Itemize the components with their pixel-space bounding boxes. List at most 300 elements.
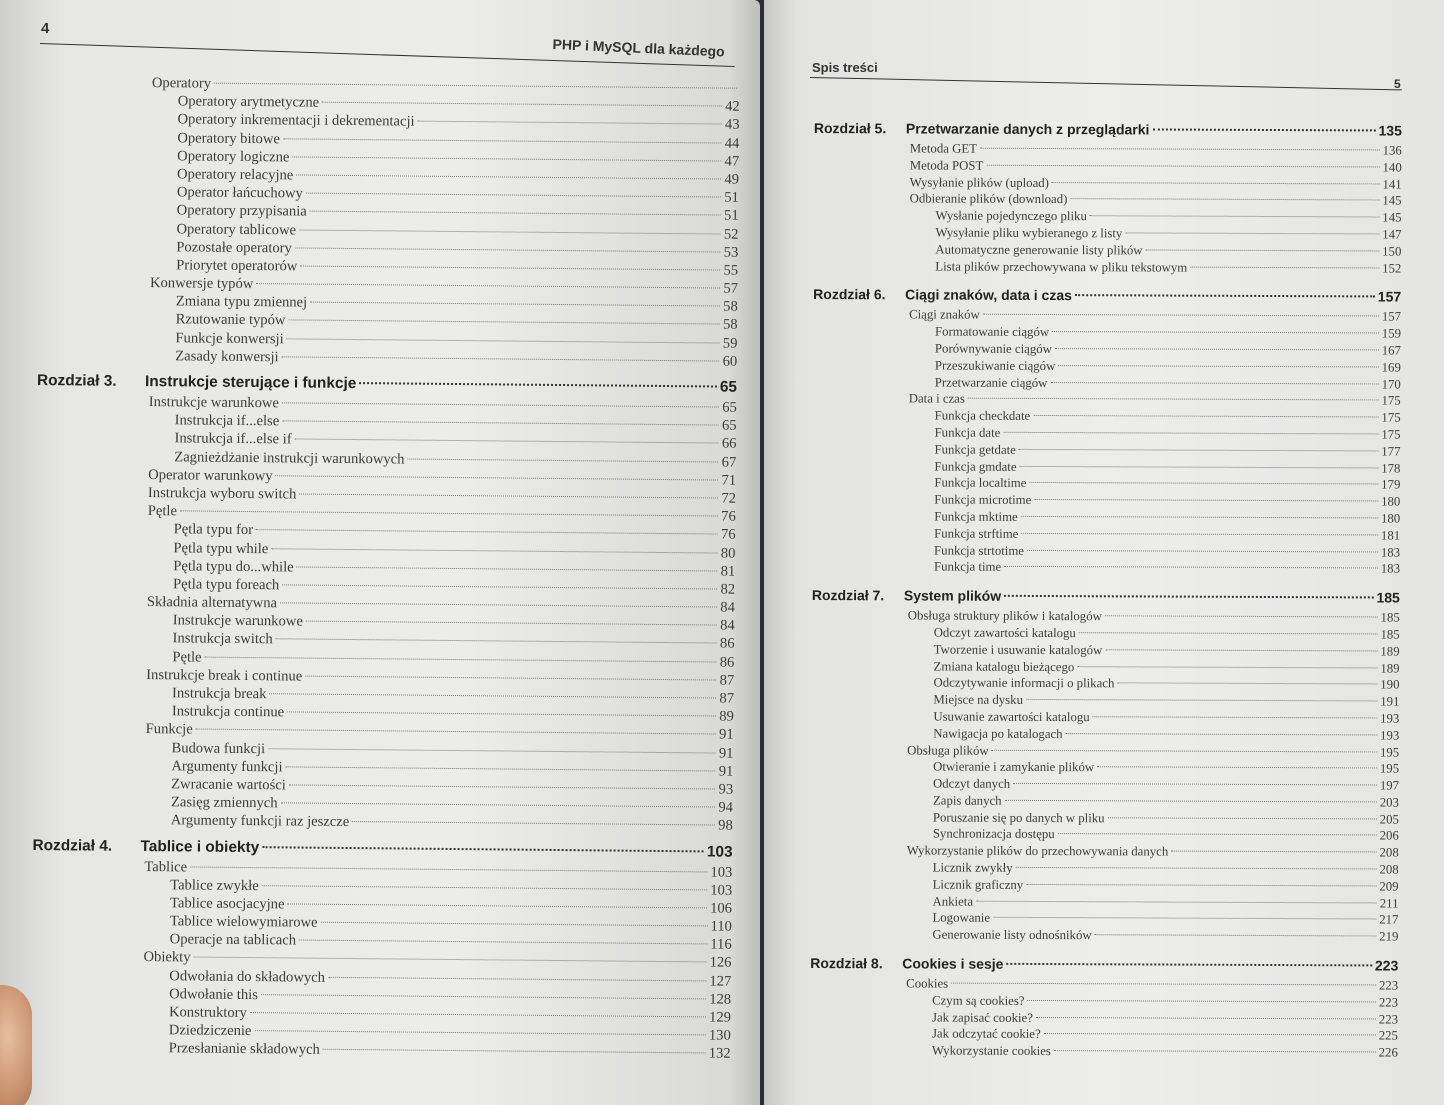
toc-entry-title: Pętla typu foreach: [173, 576, 280, 594]
toc-entry-page: 145: [1382, 193, 1402, 208]
toc-entry-title: Czym są cookies?: [932, 993, 1025, 1008]
toc-entry-title: Operatory przypisania: [176, 202, 307, 220]
toc-entry-page: 51: [723, 207, 739, 225]
toc-entry-page: 193: [1380, 711, 1400, 726]
dot-leader: [1125, 232, 1379, 234]
toc-entry-title: Metoda GET: [909, 141, 978, 156]
dot-leader: [983, 314, 1379, 317]
toc-entry-page: 93: [718, 781, 734, 798]
toc-entry-title: Otwieranie i zamykanie plików: [933, 759, 1095, 775]
toc-entry-page: 152: [1382, 261, 1402, 276]
toc-entry-title: Pętla typu while: [173, 539, 269, 557]
toc-entry-page: 157: [1381, 309, 1402, 324]
toc-entry-page: 197: [1379, 778, 1400, 793]
dot-leader: [288, 320, 720, 325]
toc-entry-page: 223: [1378, 1012, 1399, 1027]
dot-leader: [1005, 800, 1377, 803]
toc-entry-title: Wysyłanie plików (upload): [909, 175, 1049, 190]
toc-entry-title: Usuwanie zawartości katalogu: [933, 709, 1090, 725]
toc-entry-page: 170: [1381, 377, 1401, 392]
toc-entry-title: Argumenty funkcji: [171, 758, 283, 776]
toc-entry-title: Obiekty: [143, 949, 191, 966]
toc-entry-page: 177: [1381, 444, 1401, 459]
toc-entry-page: 44: [724, 135, 740, 152]
toc-entry-title: Wysyłanie pliku wybieranego z listy: [935, 225, 1123, 241]
toc-entry-page: 157: [1377, 288, 1402, 305]
dot-leader: [281, 802, 716, 807]
toc-entry-title: Instrukcja if...else: [174, 412, 280, 430]
dot-leader: [1052, 182, 1380, 184]
toc-entry-title: Odwołania do składowych: [169, 967, 326, 986]
toc-entry-title: Funkcje konwersji: [175, 329, 284, 347]
dot-leader: [256, 283, 720, 288]
dot-leader: [1026, 884, 1376, 887]
toc-entry-title: Tablice zwykłe: [170, 876, 259, 894]
dot-leader: [1021, 516, 1378, 519]
toc-entry-title: Funkcja mktime: [934, 509, 1018, 524]
toc-entry-title: Licznik zwykły: [932, 860, 1013, 875]
chapter-label: Rozdział 5.: [813, 119, 887, 137]
toc-entry-page: 103: [706, 842, 733, 861]
toc-entry-title: Poruszanie się po danych w pliku: [932, 810, 1105, 825]
dot-leader: [194, 957, 707, 963]
toc-entry-title: Rzutowanie typów: [175, 311, 286, 329]
toc-entry-page: 103: [710, 882, 733, 899]
dot-leader: [256, 529, 718, 534]
dot-leader: [190, 866, 707, 872]
right-header-rule: [810, 77, 1402, 90]
dot-leader: [980, 148, 1380, 151]
dot-leader: [295, 439, 719, 444]
dot-leader: [1034, 499, 1378, 501]
toc-entry-title: Pętle: [172, 648, 202, 666]
toc-entry-page: 175: [1381, 410, 1401, 425]
chapter-label: Rozdział 7.: [811, 587, 885, 604]
dot-leader: [282, 421, 719, 426]
chapter-label: Rozdział 8.: [810, 955, 883, 972]
toc-entry-title: Odczytywanie informacji o plikach: [933, 675, 1115, 691]
chapter-label: Rozdział 6.: [813, 286, 886, 303]
toc-entry-page: 226: [1378, 1045, 1398, 1060]
toc-entry-page: 129: [708, 1009, 732, 1026]
dot-leader: [1058, 365, 1378, 367]
toc-entry-title: Cookies i sesje: [902, 955, 1004, 972]
right-running-head: Spis treści: [812, 60, 878, 75]
dot-leader: [286, 766, 716, 771]
toc-entry-page: 130: [708, 1027, 731, 1044]
dot-leader: [289, 784, 716, 789]
dot-leader: [993, 917, 1376, 920]
dot-leader: [280, 602, 717, 607]
toc-entry-page: 185: [1380, 627, 1400, 642]
dot-leader: [299, 229, 721, 234]
toc-entry-page: 87: [719, 672, 735, 689]
toc-entry-page: 189: [1380, 660, 1400, 676]
toc-entry-page: 175: [1381, 393, 1401, 408]
toc-entry-page: 183: [1380, 545, 1401, 560]
dot-leader: [1027, 549, 1378, 552]
toc-entry-title: Operator łańcuchowy: [176, 184, 303, 202]
dot-leader: [1070, 199, 1379, 201]
toc-entry-title: Przesłanianie składowych: [168, 1040, 320, 1059]
toc-entry-page: 60: [722, 353, 738, 370]
dot-leader: [1171, 851, 1376, 853]
toc-entry-page: 91: [718, 763, 734, 780]
dot-leader: [1033, 415, 1378, 418]
toc-entry-title: Instrukcja wyboru switch: [147, 484, 297, 503]
dot-leader: [287, 338, 720, 343]
toc-entry-page: 175: [1381, 427, 1401, 442]
toc-entry-page: 159: [1381, 326, 1402, 341]
toc-entry-page: 57: [723, 280, 739, 297]
dot-leader: [296, 174, 721, 179]
chapter-label: Rozdział 3.: [36, 371, 117, 390]
toc-entry-title: Operatory tablicowe: [176, 220, 297, 238]
dot-leader: [1050, 382, 1378, 384]
dot-leader: [310, 211, 721, 216]
toc-entry-page: 225: [1378, 1028, 1398, 1044]
dot-leader: [261, 994, 706, 999]
toc-entry-page: 89: [719, 708, 734, 725]
toc-chapter-entry: [814, 114, 1402, 143]
dot-leader: [268, 748, 716, 753]
toc-entry-title: Pozostałe operatory: [176, 239, 292, 257]
toc-entry-page: 51: [724, 189, 739, 206]
dot-leader: [295, 247, 721, 252]
toc-entry-title: Przeszukiwanie ciągów: [934, 358, 1056, 373]
chapter-label: Rozdział 4.: [32, 836, 113, 855]
toc-entry-title: Funkcja time: [933, 559, 1002, 575]
toc-entry-page: 91: [718, 745, 734, 762]
dot-leader: [1004, 595, 1373, 599]
toc-entry-title: Ciągi znaków: [909, 307, 980, 323]
dot-leader: [951, 983, 1376, 986]
toc-entry-title: Odczyt danych: [933, 776, 1011, 791]
dot-leader: [196, 729, 716, 735]
dot-leader: [254, 1030, 705, 1035]
toc-entry-page: 116: [710, 936, 732, 953]
toc-entry-page: 169: [1381, 360, 1401, 375]
toc-entry-page: 59: [722, 335, 738, 352]
toc-entry-page: 52: [723, 226, 739, 243]
toc-entry-page: 135: [1378, 122, 1402, 139]
toc-entry-page: 71: [721, 472, 737, 489]
dot-leader: [292, 156, 721, 161]
toc-entry-page: 72: [721, 490, 737, 507]
toc-entry-title: Instrukcja continue: [171, 703, 285, 721]
toc-entry-page: 185: [1376, 589, 1400, 606]
toc-entry-page: 76: [721, 508, 736, 525]
toc-entry-page: 65: [722, 399, 737, 416]
toc-entry-title: Tablice asocjacyjne: [169, 895, 285, 913]
toc-entry-title: Instrukcje sterujące i funkcje: [144, 373, 357, 393]
toc-entry-title: Funkcja date: [934, 425, 1001, 440]
toc-entry-page: 49: [724, 171, 740, 188]
toc-entry-page: 179: [1381, 477, 1401, 492]
toc-entry-page: 94: [718, 799, 734, 816]
toc-entry-title: Priorytet operatorów: [176, 257, 298, 275]
dot-leader: [1146, 249, 1380, 251]
toc-entry-title: Wykorzystanie plików do przechowywania danych: [906, 843, 1169, 859]
toc-entry-title: Pętla typu for: [173, 521, 254, 539]
dot-leader: [359, 382, 717, 387]
right-page: [764, 0, 1444, 1105]
toc-entry-page: 98: [718, 817, 733, 834]
toc-entry-title: Pętle: [147, 503, 178, 520]
dot-leader: [976, 900, 1377, 903]
toc-entry-title: Składnia alternatywna: [146, 594, 278, 612]
toc-entry-title: Zwracanie wartości: [171, 776, 286, 794]
toc-entry-page: 178: [1381, 461, 1401, 476]
dot-leader: [1020, 465, 1379, 468]
dot-leader: [328, 976, 706, 981]
dot-leader: [1190, 266, 1379, 268]
toc-entry-page: 76: [720, 526, 736, 544]
toc-entry-title: Instrukcja switch: [172, 630, 273, 648]
dot-leader: [986, 165, 1379, 168]
toc-entry-title: Tablice: [144, 858, 188, 875]
dot-leader: [1054, 1050, 1376, 1052]
dot-leader: [1105, 649, 1377, 651]
left-page-number: 4: [41, 20, 50, 37]
toc-entry-page: 208: [1379, 845, 1399, 860]
dot-leader: [1152, 128, 1375, 131]
toc-entry-title: Przetwarzanie ciągów: [934, 375, 1048, 390]
toc-entry-page: 208: [1379, 862, 1399, 877]
dot-leader: [1079, 632, 1378, 634]
toc-entry-page: 190: [1380, 677, 1400, 692]
toc-entry-title: Operatory: [151, 75, 212, 92]
toc-entry-page: 132: [708, 1045, 731, 1063]
dot-leader: [1004, 566, 1378, 569]
toc-entry-title: Tworzenie i usuwanie katalogów: [933, 642, 1103, 657]
dot-leader: [282, 356, 720, 361]
toc-entry-title: Zmiana katalogu bieżącego: [933, 659, 1075, 674]
toc-entry-title: Instrukcje break i continue: [146, 666, 303, 685]
toc-entry-page: 150: [1382, 244, 1402, 259]
toc-entry-title: Operatory relacyjne: [176, 166, 294, 184]
toc-entry-page: 141: [1382, 177, 1402, 192]
dot-leader: [214, 83, 737, 89]
toc-entry-page: 80: [720, 545, 736, 562]
toc-entry-page: 223: [1378, 995, 1399, 1010]
dot-leader: [287, 903, 707, 908]
dot-leader: [1058, 834, 1377, 836]
toc-entry-page: 43: [724, 116, 740, 134]
dot-leader: [1029, 482, 1378, 485]
toc-entry-title: Operator warunkowy: [148, 466, 273, 485]
right-page-number: 5: [1394, 77, 1401, 91]
dot-leader: [1019, 449, 1378, 452]
dot-leader: [418, 121, 722, 125]
dot-leader: [262, 846, 704, 852]
toc-entry-title: System plików: [903, 587, 1002, 604]
toc-chapter-entry: [812, 581, 1400, 610]
dot-leader: [1108, 817, 1377, 819]
dot-leader: [269, 693, 716, 698]
toc-entry-title: Logowanie: [932, 910, 991, 926]
toc-entry-title: Wysłanie pojedynczego pliku: [935, 208, 1087, 224]
toc-entry-title: Funkcja getdate: [934, 442, 1016, 457]
toc-entry-page: 181: [1380, 528, 1401, 543]
dot-leader: [250, 1012, 706, 1017]
toc-entry-page: 42: [725, 98, 740, 115]
toc-entry-title: Zapis danych: [932, 793, 1002, 808]
toc-entry-title: Metoda POST: [909, 158, 984, 173]
dot-leader: [1006, 963, 1371, 967]
dot-leader: [287, 712, 716, 717]
toc-entry-page: 185: [1380, 610, 1400, 625]
toc-entry-page: 53: [723, 244, 739, 261]
toc-entry-page: 191: [1380, 694, 1400, 709]
toc-entry-page: 86: [719, 654, 735, 671]
dot-leader: [1026, 699, 1377, 702]
left-running-head: PHP i MySQL dla każdego: [552, 36, 726, 60]
dot-leader: [1013, 783, 1377, 786]
toc-entry-title: Instrukcja if...else if: [174, 430, 292, 448]
toc-entry-title: Instrukcje warunkowe: [148, 394, 280, 412]
dot-leader: [1044, 1033, 1376, 1035]
toc-entry-title: Jak odczytać cookie?: [931, 1026, 1041, 1042]
toc-entry-page: 66: [721, 435, 737, 453]
toc-entry-page: 55: [723, 262, 739, 279]
dot-leader: [1105, 615, 1378, 617]
toc-entry-title: Formatowanie ciągów: [934, 324, 1050, 340]
toc-entry-title: Operacje na tablicach: [169, 931, 297, 949]
toc-entry-title: Miejsce na dysku: [933, 692, 1024, 708]
dot-leader: [306, 193, 721, 198]
toc-entry-title: Operatory arytmetyczne: [177, 93, 320, 111]
dot-leader: [1052, 331, 1379, 333]
toc-entry-page: 223: [1378, 978, 1399, 993]
dot-leader: [282, 584, 717, 589]
toc-entry-page: 195: [1379, 761, 1400, 776]
dot-leader: [1097, 767, 1377, 769]
dot-leader: [299, 940, 707, 945]
toc-entry-page: 219: [1379, 929, 1399, 944]
toc-entry-page: 126: [709, 954, 732, 972]
toc-entry-page: 58: [723, 298, 738, 315]
toc-entry: [810, 1042, 1398, 1061]
toc-entry-title: Ankieta: [932, 894, 974, 909]
toc-entry-title: Funkcja strtotime: [934, 543, 1025, 558]
toc-entry-page: 127: [709, 973, 732, 990]
toc-entry-page: 203: [1379, 795, 1400, 810]
toc-entry-page: 140: [1382, 160, 1402, 175]
toc-entry-title: Odwołanie this: [169, 986, 259, 1003]
toc-entry-page: 206: [1379, 828, 1399, 844]
dot-leader: [1117, 683, 1377, 685]
dot-leader: [306, 621, 717, 626]
dot-leader: [1021, 533, 1378, 536]
dot-leader: [321, 922, 708, 927]
right-toc: [810, 108, 1402, 1062]
toc-entry-page: 147: [1382, 227, 1402, 242]
dot-leader: [180, 510, 718, 516]
dot-leader: [271, 548, 718, 553]
toc-entry-title: Przetwarzanie danych z przeglądarki: [905, 120, 1150, 138]
dot-leader: [1093, 716, 1377, 718]
dot-leader: [1028, 1000, 1376, 1003]
toc-entry-page: 91: [719, 726, 734, 744]
toc-entry-title: Cookies: [906, 976, 949, 991]
toc-entry-page: 128: [709, 991, 732, 1008]
toc-chapter-entry: [813, 280, 1401, 309]
toc-entry-title: Tablice i obiekty: [140, 837, 260, 856]
toc-entry-title: Funkcja localtime: [934, 475, 1027, 491]
toc-entry-title: Wykorzystanie cookies: [931, 1043, 1051, 1059]
toc-entry-title: Budowa funkcji: [171, 739, 266, 757]
dot-leader: [282, 402, 719, 407]
toc-entry-title: Odczyt zawartości katalogu: [933, 625, 1076, 641]
dot-leader: [1075, 295, 1375, 298]
toc-entry-title: Dziedziczenie: [168, 1022, 252, 1040]
toc-entry-title: Operatory logiczne: [177, 148, 290, 166]
toc-entry-title: Obsługa plików: [907, 742, 989, 758]
toc-entry-title: Odbieranie plików (download): [909, 191, 1068, 207]
toc-entry-page: 87: [719, 690, 735, 707]
dot-leader: [1090, 215, 1379, 217]
toc-entry-title: Funkcja gmdate: [934, 459, 1017, 474]
toc-entry-page: 110: [710, 918, 732, 935]
toc-entry-title: Ciągi znaków, data i czas: [905, 286, 1072, 304]
toc-entry-title: Funkcja microtime: [934, 492, 1032, 508]
toc-entry-title: Konstruktory: [168, 1004, 247, 1022]
toc-entry-title: Pętla typu do...while: [173, 557, 294, 576]
thumb: [0, 985, 32, 1105]
toc-entry-page: 84: [720, 617, 735, 634]
toc-entry-page: 195: [1379, 744, 1400, 760]
toc-entry-title: Lista plików przechowywana w pliku tekstowym: [935, 259, 1188, 275]
toc-entry-page: 136: [1382, 143, 1402, 158]
toc-entry-title: Porównywanie ciągów: [934, 341, 1052, 357]
dot-leader: [1036, 1017, 1376, 1019]
toc-entry-page: 217: [1379, 912, 1399, 928]
dot-leader: [300, 265, 720, 270]
toc-entry-title: Instrukcja break: [171, 685, 267, 703]
toc-entry-title: Generowanie listy odnośników: [932, 927, 1092, 943]
dot-leader: [276, 475, 719, 480]
toc-entry-page: 84: [720, 599, 735, 616]
dot-leader: [297, 566, 718, 571]
toc-entry-page: 67: [721, 454, 737, 471]
dot-leader: [1077, 666, 1377, 668]
toc-entry-title: Nawigacja po katalogach: [933, 726, 1063, 741]
toc-entry-title: Funkcja checkdate: [934, 408, 1031, 424]
dot-leader: [352, 821, 715, 825]
dot-leader: [1055, 348, 1379, 350]
dot-leader: [1003, 432, 1378, 435]
dot-leader: [283, 138, 722, 143]
dot-leader: [323, 1049, 706, 1054]
toc-entry-page: 167: [1381, 343, 1401, 358]
toc-entry-title: Zagnieżdżanie instrukcji warunkowych: [174, 448, 405, 468]
dot-leader: [276, 639, 717, 644]
toc-entry-title: Licznik graficzny: [932, 877, 1024, 892]
toc-entry-page: 211: [1379, 896, 1399, 911]
toc-entry-title: Jak zapisać cookie?: [932, 1010, 1033, 1025]
toc-entry-page: 223: [1374, 957, 1399, 974]
toc-entry-title: Funkcje: [145, 721, 193, 738]
toc-chapter-entry: [810, 949, 1398, 978]
toc-entry-page: 180: [1381, 494, 1401, 509]
left-toc: [31, 73, 740, 1063]
toc-entry-title: Synchronizacja dostępu: [932, 827, 1055, 842]
dot-leader: [310, 302, 720, 307]
toc-entry-page: 106: [710, 900, 733, 917]
dot-leader: [1016, 867, 1377, 870]
toc-entry-title: Tablice wielowymiarowe: [169, 913, 318, 931]
